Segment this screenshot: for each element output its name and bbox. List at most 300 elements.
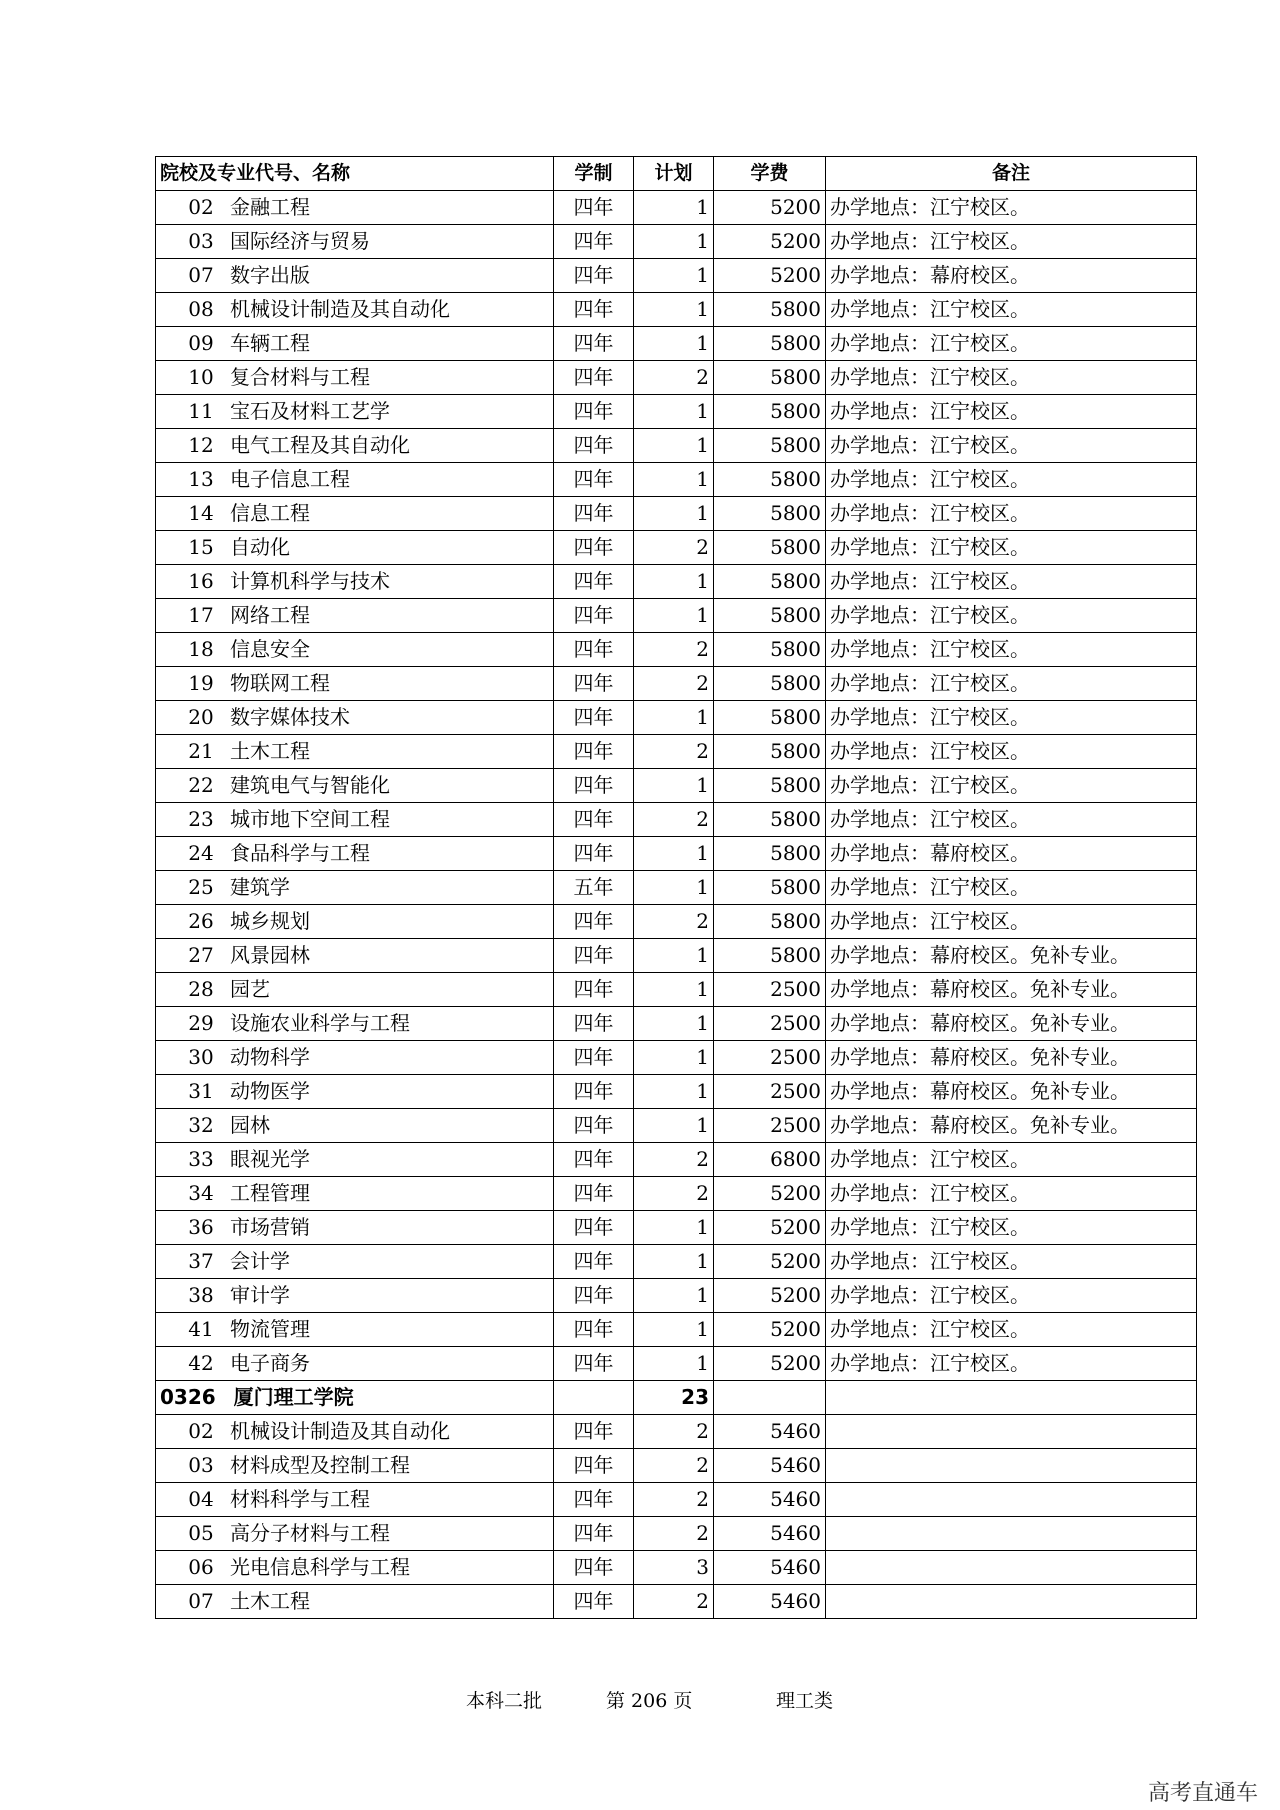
cell-name bbox=[156, 429, 554, 463]
cell-fee: 2500 bbox=[714, 973, 826, 1007]
cell-plan: 2 bbox=[634, 633, 714, 667]
cell-plan: 1 bbox=[634, 327, 714, 361]
cell-note: 办学地点：江宁校区。 bbox=[826, 565, 1197, 599]
cell-fee: 2500 bbox=[714, 1007, 826, 1041]
school-code: 0326 bbox=[160, 1385, 216, 1409]
cell-name bbox=[156, 1585, 554, 1619]
cell-note: 办学地点：江宁校区。 bbox=[826, 531, 1197, 565]
major-name: 材料成型及控制工程 bbox=[230, 1453, 410, 1477]
major-code: 29 bbox=[188, 1011, 214, 1035]
cell-fee: 5200 bbox=[714, 225, 826, 259]
table-row bbox=[156, 803, 1197, 837]
cell-name bbox=[156, 1143, 554, 1177]
cell-fee: 5460 bbox=[714, 1415, 826, 1449]
major-code: 25 bbox=[188, 875, 214, 899]
cell-fee: 5800 bbox=[714, 871, 826, 905]
cell-length: 四年 bbox=[554, 735, 634, 769]
major-name: 食品科学与工程 bbox=[230, 841, 370, 865]
major-name: 电子商务 bbox=[230, 1351, 310, 1375]
cell-fee: 5800 bbox=[714, 803, 826, 837]
major-code: 24 bbox=[188, 841, 214, 865]
cell-name bbox=[156, 667, 554, 701]
table-row bbox=[156, 633, 1197, 667]
cell-name bbox=[156, 769, 554, 803]
cell-note: 办学地点：幕府校区。免补专业。 bbox=[826, 1075, 1197, 1109]
cell-fee: 5460 bbox=[714, 1483, 826, 1517]
cell-note: 办学地点：江宁校区。 bbox=[826, 599, 1197, 633]
cell-name bbox=[156, 1109, 554, 1143]
cell-length: 四年 bbox=[554, 1449, 634, 1483]
major-code: 02 bbox=[188, 1419, 214, 1443]
cell-plan: 1 bbox=[634, 1007, 714, 1041]
cell-note bbox=[826, 1449, 1197, 1483]
cell-name bbox=[156, 531, 554, 565]
major-code: 21 bbox=[188, 739, 214, 763]
major-code: 06 bbox=[188, 1555, 214, 1579]
major-name: 电气工程及其自动化 bbox=[230, 433, 410, 457]
major-code: 34 bbox=[188, 1181, 214, 1205]
cell-name bbox=[156, 1313, 554, 1347]
cell-fee: 5800 bbox=[714, 497, 826, 531]
cell-fee: 5800 bbox=[714, 667, 826, 701]
cell-fee: 5200 bbox=[714, 1211, 826, 1245]
cell-plan: 1 bbox=[634, 1279, 714, 1313]
cell-plan: 1 bbox=[634, 837, 714, 871]
cell-note: 办学地点：江宁校区。 bbox=[826, 905, 1197, 939]
cell-note: 办学地点：江宁校区。 bbox=[826, 293, 1197, 327]
cell-length: 五年 bbox=[554, 871, 634, 905]
cell-note: 办学地点：幕府校区。免补专业。 bbox=[826, 1007, 1197, 1041]
cell-length: 四年 bbox=[554, 327, 634, 361]
table-row bbox=[156, 1245, 1197, 1279]
cell-name bbox=[156, 293, 554, 327]
header-note: 备注 bbox=[826, 157, 1197, 191]
cell-note: 办学地点：江宁校区。 bbox=[826, 769, 1197, 803]
cell-name bbox=[156, 395, 554, 429]
major-code: 03 bbox=[188, 229, 214, 253]
cell-plan: 1 bbox=[634, 1245, 714, 1279]
table-row bbox=[156, 1415, 1197, 1449]
cell-length: 四年 bbox=[554, 837, 634, 871]
cell-length: 四年 bbox=[554, 701, 634, 735]
cell-length: 四年 bbox=[554, 463, 634, 497]
cell-fee: 5800 bbox=[714, 463, 826, 497]
major-code: 15 bbox=[188, 535, 214, 559]
cell-name bbox=[156, 191, 554, 225]
cell-name bbox=[156, 973, 554, 1007]
major-code: 33 bbox=[188, 1147, 214, 1171]
major-code: 37 bbox=[188, 1249, 214, 1273]
major-code: 09 bbox=[188, 331, 214, 355]
major-name: 复合材料与工程 bbox=[230, 365, 370, 389]
major-code: 22 bbox=[188, 773, 214, 797]
table-row bbox=[156, 497, 1197, 531]
cell-length: 四年 bbox=[554, 1279, 634, 1313]
table-row bbox=[156, 735, 1197, 769]
header-name: 院校及专业代号、名称 bbox=[156, 157, 554, 191]
table-row bbox=[156, 701, 1197, 735]
cell-note bbox=[826, 1517, 1197, 1551]
major-name: 机械设计制造及其自动化 bbox=[230, 1419, 450, 1443]
table-row bbox=[156, 1109, 1197, 1143]
table-row bbox=[156, 1313, 1197, 1347]
major-code: 04 bbox=[188, 1487, 214, 1511]
cell-length: 四年 bbox=[554, 191, 634, 225]
table-row bbox=[156, 769, 1197, 803]
cell-name bbox=[156, 463, 554, 497]
cell-length: 四年 bbox=[554, 1177, 634, 1211]
cell-fee: 5460 bbox=[714, 1585, 826, 1619]
major-name: 会计学 bbox=[230, 1249, 290, 1273]
cell-fee: 5800 bbox=[714, 531, 826, 565]
table-row bbox=[156, 361, 1197, 395]
major-code: 28 bbox=[188, 977, 214, 1001]
cell-name bbox=[156, 1279, 554, 1313]
cell-fee: 5200 bbox=[714, 1347, 826, 1381]
cell-length: 四年 bbox=[554, 565, 634, 599]
cell-plan: 2 bbox=[634, 1483, 714, 1517]
header-length: 学制 bbox=[554, 157, 634, 191]
cell-plan: 1 bbox=[634, 259, 714, 293]
major-code: 02 bbox=[188, 195, 214, 219]
major-name: 宝石及材料工艺学 bbox=[230, 399, 390, 423]
major-code: 19 bbox=[188, 671, 214, 695]
cell-note bbox=[826, 1483, 1197, 1517]
cell-note bbox=[826, 1551, 1197, 1585]
cell-name bbox=[156, 1551, 554, 1585]
table-row bbox=[156, 1279, 1197, 1313]
major-name: 园艺 bbox=[230, 977, 270, 1001]
cell-fee: 2500 bbox=[714, 1041, 826, 1075]
table-row bbox=[156, 1585, 1197, 1619]
cell-plan: 1 bbox=[634, 1109, 714, 1143]
cell-plan: 2 bbox=[634, 531, 714, 565]
major-name: 市场营销 bbox=[230, 1215, 310, 1239]
major-code: 07 bbox=[188, 1589, 214, 1613]
table-row bbox=[156, 1211, 1197, 1245]
major-name: 动物科学 bbox=[230, 1045, 310, 1069]
major-name: 数字媒体技术 bbox=[230, 705, 350, 729]
cell-name bbox=[156, 1211, 554, 1245]
major-name: 车辆工程 bbox=[230, 331, 310, 355]
table-row bbox=[156, 667, 1197, 701]
cell-fee: 5800 bbox=[714, 293, 826, 327]
cell-length: 四年 bbox=[554, 497, 634, 531]
cell-length: 四年 bbox=[554, 1585, 634, 1619]
cell-note bbox=[826, 1415, 1197, 1449]
major-code: 30 bbox=[188, 1045, 214, 1069]
major-name: 高分子材料与工程 bbox=[230, 1521, 390, 1545]
cell-name bbox=[156, 1177, 554, 1211]
cell-name bbox=[156, 871, 554, 905]
cell-name bbox=[156, 225, 554, 259]
cell-name bbox=[156, 259, 554, 293]
major-code: 16 bbox=[188, 569, 214, 593]
major-name: 电子信息工程 bbox=[230, 467, 350, 491]
major-code: 12 bbox=[188, 433, 214, 457]
cell-length: 四年 bbox=[554, 293, 634, 327]
major-name: 网络工程 bbox=[230, 603, 310, 627]
cell-fee: 2500 bbox=[714, 1109, 826, 1143]
cell-length: 四年 bbox=[554, 1245, 634, 1279]
cell-name bbox=[156, 735, 554, 769]
cell-note: 办学地点：江宁校区。 bbox=[826, 327, 1197, 361]
cell-plan: 2 bbox=[634, 735, 714, 769]
watermark: 高考直通车 bbox=[1147, 1781, 1258, 1806]
cell-plan: 2 bbox=[634, 905, 714, 939]
footer-batch: 本科二批 bbox=[466, 1690, 543, 1712]
cell-note: 办学地点：幕府校区。免补专业。 bbox=[826, 1041, 1197, 1075]
cell-fee: 5800 bbox=[714, 837, 826, 871]
cell-length: 四年 bbox=[554, 1313, 634, 1347]
major-code: 08 bbox=[188, 297, 214, 321]
cell-plan: 1 bbox=[634, 1347, 714, 1381]
cell-plan: 2 bbox=[634, 1449, 714, 1483]
cell-note: 办学地点：江宁校区。 bbox=[826, 463, 1197, 497]
major-name: 动物医学 bbox=[230, 1079, 310, 1103]
cell-length: 四年 bbox=[554, 1517, 634, 1551]
cell-plan: 2 bbox=[634, 1143, 714, 1177]
school-row bbox=[156, 1381, 1197, 1415]
cell-fee: 5460 bbox=[714, 1449, 826, 1483]
cell-length: 四年 bbox=[554, 531, 634, 565]
major-code: 36 bbox=[188, 1215, 214, 1239]
cell-plan: 2 bbox=[634, 361, 714, 395]
cell-note: 办学地点：江宁校区。 bbox=[826, 1211, 1197, 1245]
major-code: 32 bbox=[188, 1113, 214, 1137]
cell-fee: 6800 bbox=[714, 1143, 826, 1177]
cell-fee: 5800 bbox=[714, 735, 826, 769]
cell-plan: 1 bbox=[634, 769, 714, 803]
major-name: 眼视光学 bbox=[230, 1147, 310, 1171]
cell-length: 四年 bbox=[554, 1143, 634, 1177]
cell-length bbox=[554, 1381, 634, 1415]
table-row bbox=[156, 939, 1197, 973]
table-row bbox=[156, 225, 1197, 259]
major-code: 03 bbox=[188, 1453, 214, 1477]
major-name: 光电信息科学与工程 bbox=[230, 1555, 410, 1579]
cell-note: 办学地点：幕府校区。 bbox=[826, 259, 1197, 293]
cell-note: 办学地点：江宁校区。 bbox=[826, 1347, 1197, 1381]
cell-fee: 5200 bbox=[714, 259, 826, 293]
cell-plan: 2 bbox=[634, 803, 714, 837]
cell-name bbox=[156, 1415, 554, 1449]
major-name: 土木工程 bbox=[230, 1589, 310, 1613]
cell-length: 四年 bbox=[554, 1075, 634, 1109]
cell-name bbox=[156, 599, 554, 633]
cell-note: 办学地点：江宁校区。 bbox=[826, 395, 1197, 429]
cell-fee: 5800 bbox=[714, 327, 826, 361]
cell-note: 办学地点：江宁校区。 bbox=[826, 361, 1197, 395]
major-code: 42 bbox=[188, 1351, 214, 1375]
cell-name bbox=[156, 327, 554, 361]
table-row bbox=[156, 1517, 1197, 1551]
cell-fee bbox=[714, 1381, 826, 1415]
cell-fee: 5800 bbox=[714, 939, 826, 973]
cell-name bbox=[156, 1007, 554, 1041]
cell-name bbox=[156, 1245, 554, 1279]
cell-fee: 5200 bbox=[714, 191, 826, 225]
cell-fee: 5800 bbox=[714, 633, 826, 667]
cell-note bbox=[826, 1381, 1197, 1415]
cell-length: 四年 bbox=[554, 599, 634, 633]
major-name: 计算机科学与技术 bbox=[230, 569, 390, 593]
cell-fee: 5800 bbox=[714, 769, 826, 803]
cell-fee: 5200 bbox=[714, 1279, 826, 1313]
table-row bbox=[156, 871, 1197, 905]
cell-fee: 2500 bbox=[714, 1075, 826, 1109]
cell-plan: 1 bbox=[634, 871, 714, 905]
table-row bbox=[156, 905, 1197, 939]
table-row bbox=[156, 1007, 1197, 1041]
cell-name bbox=[156, 1347, 554, 1381]
cell-plan: 1 bbox=[634, 429, 714, 463]
major-code: 18 bbox=[188, 637, 214, 661]
cell-length: 四年 bbox=[554, 259, 634, 293]
major-name: 城乡规划 bbox=[230, 909, 310, 933]
cell-plan: 1 bbox=[634, 939, 714, 973]
cell-name bbox=[156, 1517, 554, 1551]
cell-name bbox=[156, 497, 554, 531]
cell-note: 办学地点：幕府校区。免补专业。 bbox=[826, 939, 1197, 973]
cell-fee: 5460 bbox=[714, 1551, 826, 1585]
cell-name bbox=[156, 1075, 554, 1109]
header-fee: 学费 bbox=[714, 157, 826, 191]
major-name: 建筑电气与智能化 bbox=[230, 773, 390, 797]
table-row bbox=[156, 973, 1197, 1007]
cell-note: 办学地点：幕府校区。 bbox=[826, 837, 1197, 871]
table-row bbox=[156, 1075, 1197, 1109]
cell-note: 办学地点：江宁校区。 bbox=[826, 1143, 1197, 1177]
major-name: 土木工程 bbox=[230, 739, 310, 763]
cell-name bbox=[156, 837, 554, 871]
table-row bbox=[156, 463, 1197, 497]
school-name: 厦门理工学院 bbox=[233, 1385, 354, 1409]
cell-length: 四年 bbox=[554, 361, 634, 395]
cell-plan: 1 bbox=[634, 191, 714, 225]
table-row bbox=[156, 565, 1197, 599]
major-name: 信息安全 bbox=[230, 637, 310, 661]
cell-plan: 1 bbox=[634, 293, 714, 327]
cell-fee: 5800 bbox=[714, 565, 826, 599]
table-body bbox=[156, 191, 1197, 1619]
cell-fee: 5800 bbox=[714, 701, 826, 735]
cell-length: 四年 bbox=[554, 1109, 634, 1143]
major-code: 14 bbox=[188, 501, 214, 525]
cell-fee: 5200 bbox=[714, 1245, 826, 1279]
table-row bbox=[156, 1483, 1197, 1517]
table-row bbox=[156, 1551, 1197, 1585]
cell-name bbox=[156, 905, 554, 939]
cell-plan: 2 bbox=[634, 1517, 714, 1551]
cell-length: 四年 bbox=[554, 1211, 634, 1245]
major-name: 自动化 bbox=[230, 535, 290, 559]
cell-name bbox=[156, 1381, 554, 1415]
table-row bbox=[156, 1041, 1197, 1075]
major-code: 27 bbox=[188, 943, 214, 967]
cell-note: 办学地点：江宁校区。 bbox=[826, 1279, 1197, 1313]
major-name: 机械设计制造及其自动化 bbox=[230, 297, 450, 321]
table-header-row bbox=[156, 157, 1197, 191]
cell-plan: 1 bbox=[634, 1041, 714, 1075]
cell-name bbox=[156, 1483, 554, 1517]
cell-plan: 1 bbox=[634, 1313, 714, 1347]
major-name: 审计学 bbox=[230, 1283, 290, 1307]
cell-plan: 1 bbox=[634, 1075, 714, 1109]
cell-fee: 5800 bbox=[714, 429, 826, 463]
major-name: 金融工程 bbox=[230, 195, 310, 219]
major-code: 17 bbox=[188, 603, 214, 627]
cell-length: 四年 bbox=[554, 905, 634, 939]
cell-plan: 1 bbox=[634, 395, 714, 429]
cell-length: 四年 bbox=[554, 939, 634, 973]
major-code: 26 bbox=[188, 909, 214, 933]
major-name: 设施农业科学与工程 bbox=[230, 1011, 410, 1035]
major-name: 园林 bbox=[230, 1113, 270, 1137]
table-row bbox=[156, 293, 1197, 327]
cell-name bbox=[156, 1449, 554, 1483]
cell-fee: 5460 bbox=[714, 1517, 826, 1551]
cell-length: 四年 bbox=[554, 1041, 634, 1075]
major-name: 国际经济与贸易 bbox=[230, 229, 370, 253]
table-row bbox=[156, 531, 1197, 565]
major-name: 建筑学 bbox=[230, 875, 290, 899]
cell-note: 办学地点：幕府校区。免补专业。 bbox=[826, 1109, 1197, 1143]
cell-note: 办学地点：江宁校区。 bbox=[826, 1245, 1197, 1279]
cell-note: 办学地点：江宁校区。 bbox=[826, 1313, 1197, 1347]
cell-plan: 1 bbox=[634, 1211, 714, 1245]
cell-note: 办学地点：江宁校区。 bbox=[826, 497, 1197, 531]
cell-plan: 1 bbox=[634, 973, 714, 1007]
major-code: 07 bbox=[188, 263, 214, 287]
cell-length: 四年 bbox=[554, 1415, 634, 1449]
major-name: 工程管理 bbox=[230, 1181, 310, 1205]
cell-length: 四年 bbox=[554, 633, 634, 667]
major-name: 物联网工程 bbox=[230, 671, 330, 695]
cell-note: 办学地点：江宁校区。 bbox=[826, 1177, 1197, 1211]
cell-plan: 1 bbox=[634, 225, 714, 259]
cell-plan: 1 bbox=[634, 565, 714, 599]
cell-fee: 5800 bbox=[714, 361, 826, 395]
major-name: 风景园林 bbox=[230, 943, 310, 967]
major-code: 05 bbox=[188, 1521, 214, 1545]
footer-page-number: 第 206 页 bbox=[606, 1690, 693, 1712]
cell-name bbox=[156, 803, 554, 837]
cell-length: 四年 bbox=[554, 429, 634, 463]
cell-plan: 2 bbox=[634, 1415, 714, 1449]
cell-note: 办学地点：江宁校区。 bbox=[826, 803, 1197, 837]
cell-note bbox=[826, 1585, 1197, 1619]
major-code: 41 bbox=[188, 1317, 214, 1341]
cell-note: 办学地点：江宁校区。 bbox=[826, 191, 1197, 225]
cell-length: 四年 bbox=[554, 769, 634, 803]
cell-length: 四年 bbox=[554, 1483, 634, 1517]
table-row bbox=[156, 1177, 1197, 1211]
cell-length: 四年 bbox=[554, 395, 634, 429]
cell-fee: 5800 bbox=[714, 905, 826, 939]
cell-plan: 2 bbox=[634, 1585, 714, 1619]
table-row bbox=[156, 1347, 1197, 1381]
cell-plan: 1 bbox=[634, 701, 714, 735]
cell-plan: 1 bbox=[634, 463, 714, 497]
cell-name bbox=[156, 1041, 554, 1075]
cell-length: 四年 bbox=[554, 973, 634, 1007]
cell-name bbox=[156, 633, 554, 667]
major-code: 11 bbox=[188, 399, 214, 423]
cell-note: 办学地点：江宁校区。 bbox=[826, 633, 1197, 667]
cell-note: 办学地点：江宁校区。 bbox=[826, 667, 1197, 701]
cell-plan: 1 bbox=[634, 497, 714, 531]
